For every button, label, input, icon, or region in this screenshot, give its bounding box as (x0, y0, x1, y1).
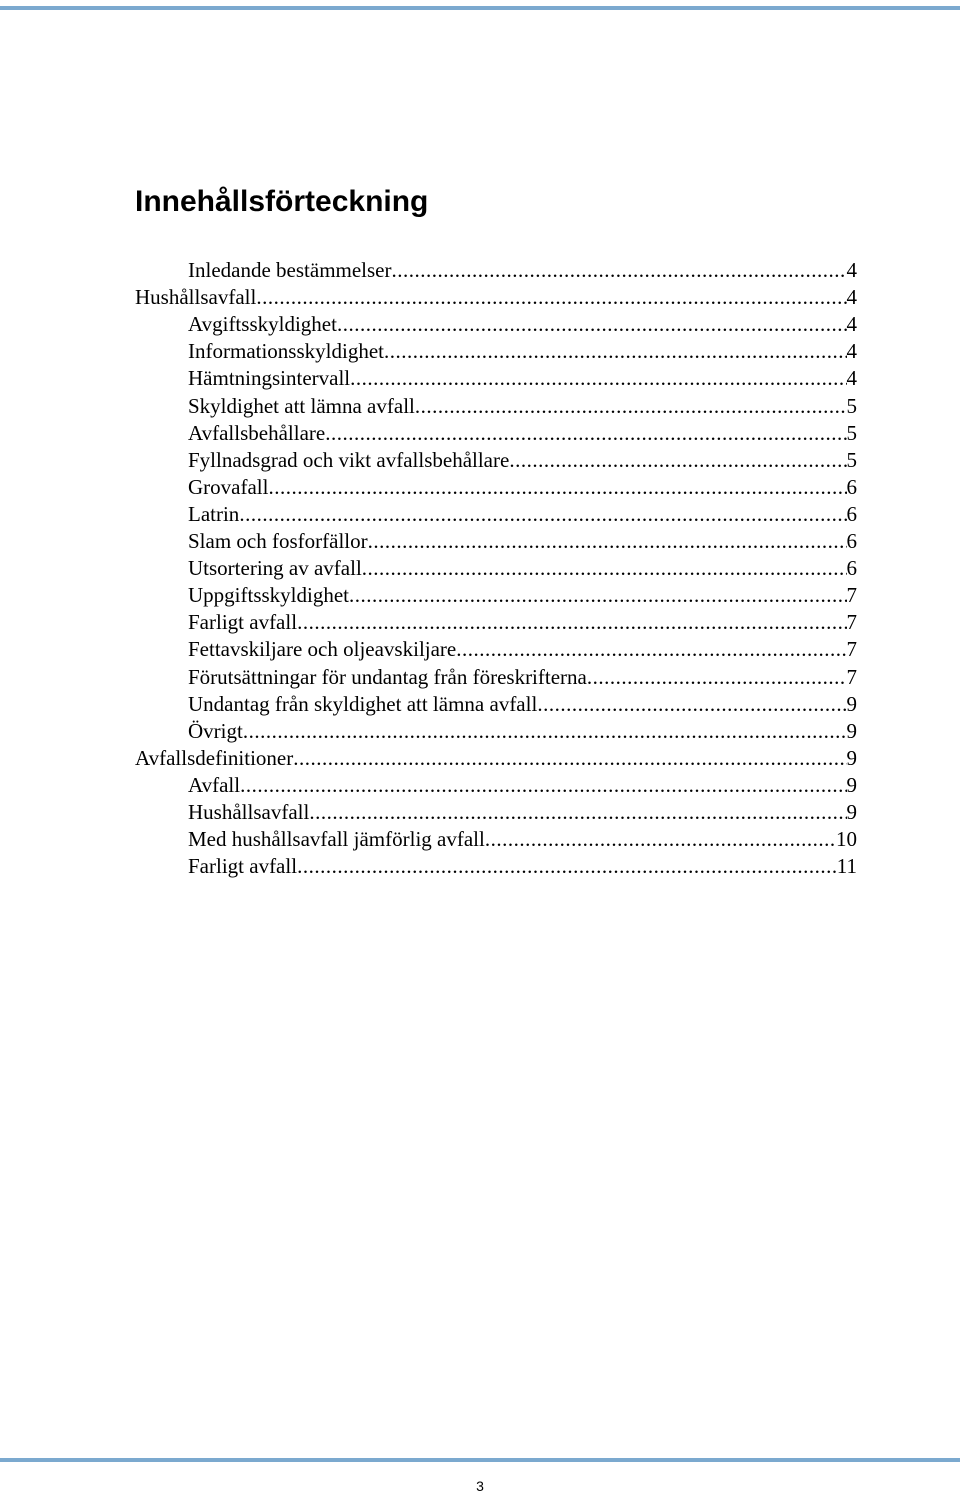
toc-entry[interactable] (188, 555, 857, 582)
toc-entry-page: 10 (836, 827, 857, 852)
toc-dot-leader (256, 284, 846, 311)
toc-entry-page: 9 (846, 718, 857, 743)
toc-entry-label: Grovafall (188, 474, 269, 499)
toc-entry-page: 5 (846, 420, 857, 445)
toc-entry[interactable] (188, 691, 857, 718)
toc-entry-label: Med hushållsavfall jämförlig avfall (188, 827, 485, 852)
header-rule (0, 6, 960, 10)
toc-entry[interactable] (188, 338, 857, 365)
toc-dot-leader (392, 257, 847, 284)
toc-entry-page: 9 (846, 691, 857, 716)
toc-entry-label: Fettavskiljare och oljeavskiljare (188, 637, 457, 662)
toc-entry-label: Fyllnadsgrad och vikt avfallsbehållare (188, 447, 510, 472)
toc-entry-label: Informationsskyldighet (188, 339, 384, 364)
toc-entry-page: 4 (846, 339, 857, 364)
page-number: 3 (476, 1478, 484, 1494)
toc-dot-leader (325, 420, 846, 447)
toc-entry-label: Farligt avfall (188, 854, 298, 879)
toc-dot-leader (293, 745, 846, 772)
toc-entry[interactable] (188, 528, 857, 555)
toc-entry-label: Avfallsdefinitioner (135, 745, 294, 770)
toc-entry-label: Förutsättningar för undantag från föreskrifterna (188, 664, 587, 689)
toc-dot-leader (362, 555, 847, 582)
toc-entry[interactable] (188, 853, 857, 880)
toc-entry-label: Slam och fosforfällor (188, 529, 368, 553)
toc-entry-page: 6 (846, 529, 857, 553)
toc-dot-leader (349, 582, 847, 609)
toc-dot-leader (368, 528, 847, 555)
toc-entry-label: Avfallsbehållare (188, 420, 326, 445)
page-title: Innehållsförteckning (135, 185, 429, 218)
toc-entry-page: 4 (846, 312, 857, 337)
toc-entry[interactable] (188, 772, 857, 799)
toc-entry[interactable] (188, 501, 857, 528)
toc-dot-leader (350, 365, 846, 392)
toc-entry[interactable] (188, 257, 857, 284)
toc-dot-leader (297, 609, 846, 636)
toc-entry-label: Latrin (188, 501, 240, 526)
toc-entry-label: Utsortering av avfall (188, 556, 362, 581)
toc-entry-label: Farligt avfall (188, 610, 298, 635)
toc-entry-page: 6 (846, 474, 857, 499)
toc-entry-label: Inledande bestämmelser (188, 258, 392, 282)
toc-entry[interactable] (135, 284, 857, 311)
toc-dot-leader (509, 447, 846, 474)
toc-entry-label: Undantag från skyldighet att lämna avfall (188, 691, 538, 716)
toc-entry[interactable] (188, 664, 857, 691)
toc-entry-page: 4 (846, 285, 857, 310)
toc-entry-page: 6 (846, 556, 857, 581)
footer-rule (0, 1458, 960, 1462)
toc-entry[interactable] (188, 393, 857, 420)
toc-entry-label: Hushållsavfall (135, 285, 257, 310)
toc-entry-page: 9 (846, 800, 857, 824)
toc-dot-leader (297, 853, 837, 880)
toc-dot-leader (240, 772, 846, 799)
toc-entry-page: 5 (846, 393, 857, 418)
toc-entry-page: 7 (846, 664, 857, 689)
toc-dot-leader (268, 474, 846, 501)
toc-dot-leader (337, 311, 847, 338)
toc-dot-leader (384, 338, 847, 365)
toc-entry-page: 4 (846, 258, 857, 282)
toc-entry[interactable] (188, 474, 857, 501)
toc-entry[interactable] (188, 447, 857, 474)
toc-entry[interactable] (188, 718, 857, 745)
toc-entry[interactable] (188, 365, 857, 392)
toc-entry-label: Hämtningsintervall (188, 366, 351, 391)
toc-entry-label: Uppgiftsskyldighet (188, 583, 349, 608)
toc-entry-label: Avfall (188, 772, 241, 797)
toc-dot-leader (537, 691, 846, 718)
toc-entry[interactable] (188, 311, 857, 338)
toc-entry-page: 5 (846, 447, 857, 472)
toc-dot-leader (456, 636, 846, 663)
toc-entry-label: Avgiftsskyldighet (188, 312, 337, 337)
toc-entry[interactable] (188, 636, 857, 663)
toc-entry-page: 7 (846, 610, 857, 635)
toc-entry[interactable] (188, 826, 857, 853)
toc-entry[interactable] (135, 745, 857, 772)
toc-entry-label: Hushållsavfall (188, 800, 310, 824)
toc-entry-page: 9 (846, 772, 857, 797)
toc-entry[interactable] (188, 420, 857, 447)
toc-entry[interactable] (188, 609, 857, 636)
toc-entry-label: Skyldighet att lämna avfall (188, 393, 415, 418)
toc-entry-page: 11 (836, 854, 857, 879)
toc-entry[interactable] (188, 582, 857, 609)
toc-entry-page: 7 (846, 583, 857, 608)
toc-dot-leader (415, 393, 847, 420)
toc-dot-leader (485, 826, 836, 853)
toc-entry-page: 6 (846, 501, 857, 526)
toc-entry-page: 9 (846, 745, 857, 770)
toc-entry-label: Övrigt (188, 718, 243, 743)
toc-entry[interactable] (188, 799, 857, 826)
toc-entry-page: 7 (846, 637, 857, 662)
toc-entry-page: 4 (846, 366, 857, 391)
toc-dot-leader (587, 664, 847, 691)
toc-dot-leader (243, 718, 847, 745)
toc-dot-leader (239, 501, 846, 528)
toc-dot-leader (309, 799, 846, 826)
